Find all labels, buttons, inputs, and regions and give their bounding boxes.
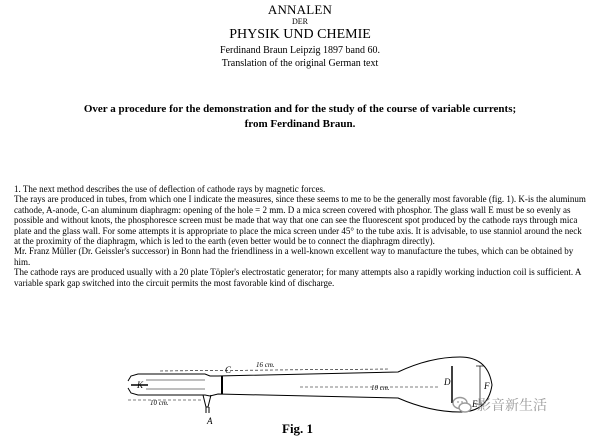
label-k: K: [137, 380, 144, 390]
paragraph-1: 1. The next method describes the use of deflection of cathode rays by magnetic forces.: [14, 184, 326, 194]
journal-name: ANNALEN: [267, 2, 333, 17]
label-d: D: [444, 377, 451, 387]
dim-top-label: 16 cm.: [256, 361, 275, 369]
tube-outline: [128, 357, 492, 412]
anode-arm: [203, 395, 211, 407]
figure-caption: Fig. 1: [282, 421, 314, 436]
label-c: C: [225, 365, 232, 375]
dim-left-label: 10 cm.: [150, 399, 169, 407]
wechat-icon: [452, 396, 472, 414]
paper-title-line-1: Over a procedure for the demonstration and for the study of the course of variable currents;: [83, 103, 517, 115]
translation-note: Translation of the original German text: [221, 58, 379, 69]
dim-right-label: 10 cm.: [371, 384, 390, 392]
watermark: [452, 395, 547, 415]
label-f: F: [484, 381, 490, 391]
author-line: Ferdinand Braun Leipzig 1897 band 60.: [220, 45, 380, 56]
paragraph-2: The rays are produced in tubes, from which one I indicate the measures, since these seems to me to be the generally most favorable (fig. 1). K-is the aluminum cathode, A-anode, C-an aluminum diaphragm: opening of the hole = 2 mm. D a mica screen covered with phosphor. The glass wall E must be so evenly as possible and without knots, the phosphoresce screen must be made that way that one can see the fluorescent spot produced by the cathode rays through mica plate and the glass wall. For some attempts it is appropriate to place the mica screen under 45° to the tube axis. It is advisable, to use stanniol around the neck at the proximity of the diaphragm, which is led to the earth (even better would be to connect the diaphragm directly).: [14, 194, 586, 247]
journal-title: PHYSIK UND CHEMIE: [229, 27, 371, 42]
watermark-text: 影音新生活: [477, 398, 547, 414]
paragraph-4: The cathode rays are produced usually with a 20 plate Töpler's electrostatic generator; for many attempts also a rapidly working induction coil is sufficient. A variable spark gap switched into the circuit permits the most favorable kind of discharge.: [14, 267, 581, 288]
label-e: E: [472, 399, 478, 409]
paper-title-line-2: from Ferdinand Braun.: [244, 118, 356, 130]
label-a: A: [207, 416, 213, 426]
journal-der: DER: [292, 17, 308, 26]
paragraph-3: Mr. Franz Müller (Dr. Geissler's successor) in Bonn had the friendliness in a well-known excellent way to manufacture the tubes, which can be obtained by him.: [14, 246, 574, 267]
